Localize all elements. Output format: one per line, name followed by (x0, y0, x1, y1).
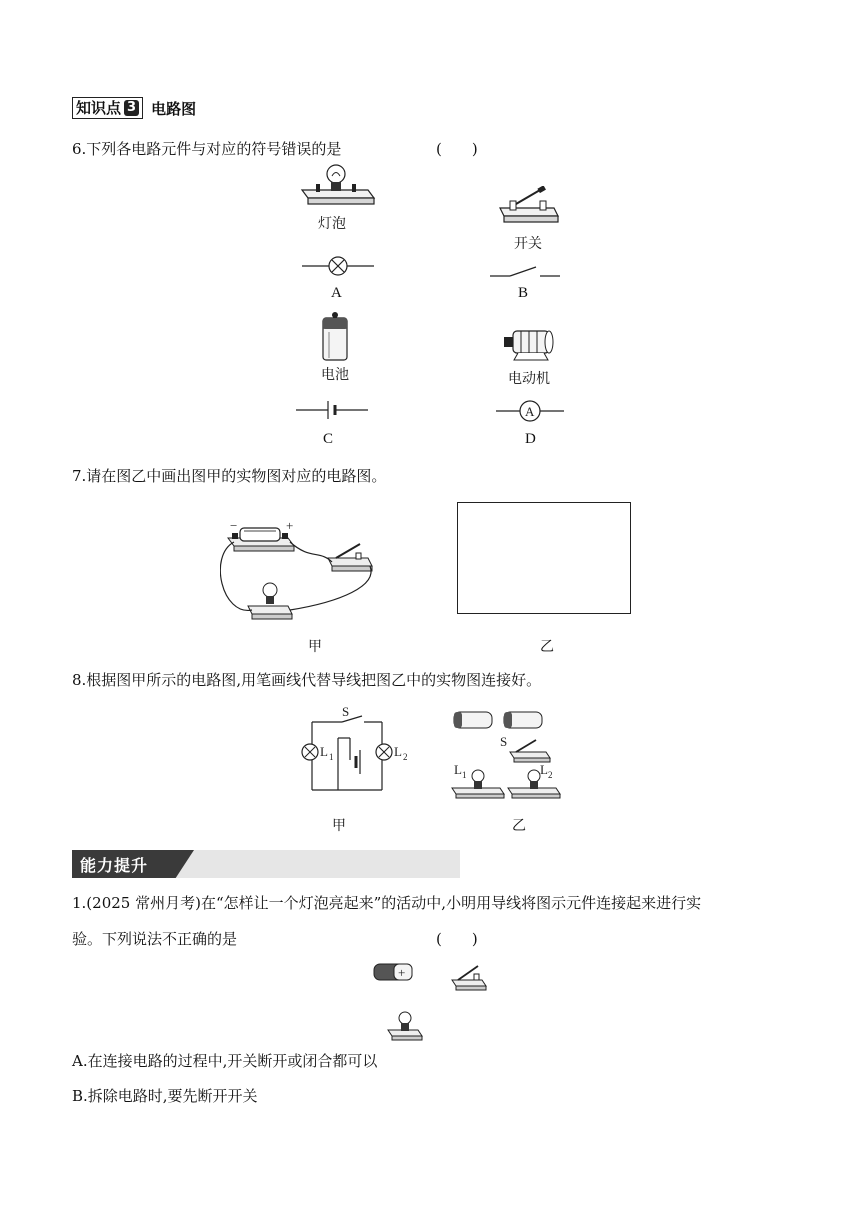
q8-fig-right-label: 乙 (512, 818, 526, 834)
p1-battery-plus: + (398, 965, 406, 980)
battery-plus-label: + (286, 518, 294, 533)
ability-title: 能力提升 (80, 856, 149, 875)
battery-minus-label: − (230, 518, 238, 533)
p1-bulb-picture (386, 1008, 426, 1042)
switch-picture (496, 186, 560, 226)
q6-c-name: 电池 (321, 367, 349, 383)
p1-option-b: B.拆除电路时,要先断开开关 (72, 1087, 258, 1105)
q8-stem: 8.根据图甲所示的电路图,用笔画线代替导线把图乙中的实物图连接好。 (72, 671, 542, 689)
p1-stem-line2: 验。下列说法不正确的是 (72, 930, 238, 948)
section-title: 电路图 (151, 99, 197, 118)
q7-stem: 7.请在图乙中画出图甲的实物图对应的电路图。 (72, 467, 387, 485)
q8-physical-components (448, 708, 568, 802)
physical-lamp2-label: L (540, 762, 548, 777)
physical-lamp2-subscript: 2 (548, 770, 553, 780)
physical-lamp1-subscript: 1 (462, 770, 467, 780)
q6-d-name: 电动机 (508, 371, 550, 387)
q6-answer-paren: ( ) (436, 140, 478, 158)
q6-c-letter: C (323, 431, 334, 447)
q8-circuit-diagram (292, 700, 422, 796)
section-tag (72, 97, 143, 119)
q6-b-letter: B (518, 285, 529, 301)
physical-switch-label: S (500, 734, 508, 749)
diagram-switch-label: S (342, 704, 350, 719)
section-header (72, 97, 196, 119)
diagram-lamp2-label: L (394, 744, 402, 759)
diagram-lamp2-subscript: 2 (403, 752, 408, 762)
switch-symbol (490, 260, 560, 284)
q6-a-letter: A (331, 285, 342, 301)
physical-lamp1-label: L (454, 762, 462, 777)
battery-symbol (296, 398, 368, 422)
q6-stem: 6.下列各电路元件与对应的符号错误的是 (72, 140, 342, 158)
ammeter-symbol (496, 398, 564, 424)
section-number: 3 (124, 100, 139, 116)
p1-option-a: A.在连接电路的过程中,开关断开或闭合都可以 (72, 1052, 378, 1070)
q6-a-name: 灯泡 (318, 216, 346, 232)
q7-fig-left-label: 甲 (308, 639, 322, 655)
diagram-lamp1-label: L (320, 744, 328, 759)
motor-picture (504, 326, 558, 362)
bulb-picture (296, 160, 376, 208)
section-tag-text: 知识点 (76, 99, 122, 117)
p1-switch-picture (450, 958, 490, 992)
q7-fig-right-label: 乙 (540, 639, 554, 655)
q8-fig-left-label: 甲 (332, 818, 346, 834)
p1-answer-paren: ( ) (436, 930, 478, 948)
ability-banner (72, 850, 460, 878)
battery-picture (320, 310, 350, 362)
ammeter-symbol-letter: A (525, 404, 535, 419)
lamp-symbol (302, 254, 374, 278)
q6-d-letter: D (525, 431, 536, 447)
q7-answer-box[interactable] (457, 502, 631, 614)
q7-physical-circuit (220, 516, 380, 622)
q6-b-name: 开关 (514, 236, 542, 252)
diagram-lamp1-subscript: 1 (329, 752, 334, 762)
p1-stem-line1: 1.(2025 常州月考)在“怎样让一个灯泡亮起来”的活动中,小明用导线将图示元件连接起来进行实 (72, 894, 702, 912)
p1-battery-picture (372, 960, 416, 984)
